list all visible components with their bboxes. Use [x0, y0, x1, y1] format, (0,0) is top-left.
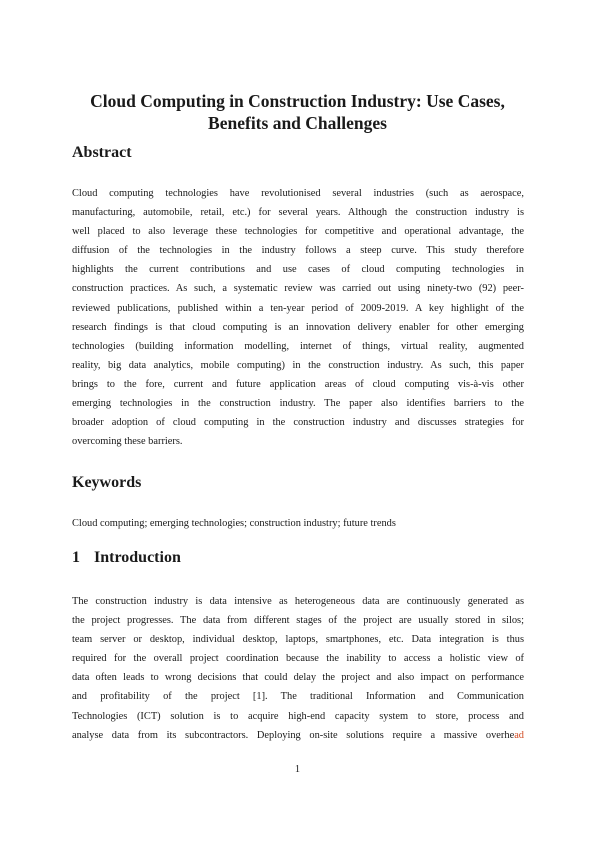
section-number: 1: [72, 549, 80, 566]
keywords-text: Cloud computing; emerging technologies; construction industry; future trends: [72, 518, 396, 529]
keywords-heading: Keywords: [72, 474, 142, 491]
abstract-line: overcoming these barriers.: [72, 436, 183, 448]
paper-title: [60, 90, 535, 134]
abstract-line: reviewed publications, published within a ten-year period of 2009-2019. A key highlight of the: [72, 302, 524, 314]
page-number: 1: [294, 764, 301, 775]
intro-line: required for the overall project coordination because the inability to access a holistic view of: [72, 653, 524, 665]
abstract-line: construction practices. As such, a systematic review was carried out using ninety-two (92) peer-: [72, 283, 524, 295]
abstract-line: well placed to also leverage these technologies for competitive and operational advantage, the: [72, 226, 524, 238]
intro-line-text: analyse data from its subcontractors. Deploying on-site solutions require a massive overhe: [72, 729, 515, 741]
introduction-body: [72, 592, 524, 745]
abstract-line: brings to the fore, current and future application areas of cloud computing vis-à-vis other: [72, 378, 524, 390]
abstract-heading: Abstract: [72, 144, 132, 161]
abstract-body: [72, 184, 524, 451]
intro-line-last: [72, 726, 524, 745]
title-line-1: Cloud Computing in Construction Industry: Use Cases,: [90, 91, 505, 111]
abstract-line: technologies (building information modelling, internet of things, virtual reality, augmented: [72, 340, 524, 352]
title-line-2: Benefits and Challenges: [208, 113, 387, 133]
keywords-body: [72, 514, 524, 533]
highlighted-text: ad: [514, 729, 524, 741]
abstract-line: manufacturing, automobile, retail, etc.) for several years. Although the construction industry is: [72, 207, 524, 219]
abstract-line: research findings is that cloud computing is an innovation delivery enabler for other emerging: [72, 321, 524, 333]
intro-line: The construction industry is data intensive as heterogeneous data are continuously generated as: [72, 596, 524, 607]
intro-line: the project progresses. The data from different stages of the project are usually stored in silos;: [72, 615, 524, 627]
intro-line: Technologies (ICT) solution is to acquire high-end capacity system to store, process and: [72, 710, 524, 722]
section-title: Introduction: [94, 549, 181, 566]
intro-line: and profitability of the project [1]. The traditional Information and Communication: [72, 691, 524, 703]
abstract-line: highlights the current contributions and use cases of cloud computing technologies in: [72, 264, 524, 276]
abstract-line: reality, big data analytics, mobile computing) in the construction industry. As such, this paper: [72, 359, 524, 371]
intro-line: data often leads to wrong decisions that could delay the project and also impact on performance: [72, 672, 524, 684]
intro-line: team server or desktop, individual desktop, laptops, smartphones, etc. Data integration is thus: [72, 634, 524, 646]
abstract-line: Cloud computing technologies have revolutionised several industries (such as aerospace,: [72, 188, 524, 199]
introduction-heading: [72, 549, 181, 567]
abstract-line: diffusion of the technologies in the industry follows a steep curve. This study therefore: [72, 245, 524, 257]
abstract-line: broader adoption of cloud computing in the construction industry and discusses strategies for: [72, 417, 524, 429]
abstract-line: emerging technologies in the construction industry. The paper also identifies barriers to the: [72, 398, 524, 410]
